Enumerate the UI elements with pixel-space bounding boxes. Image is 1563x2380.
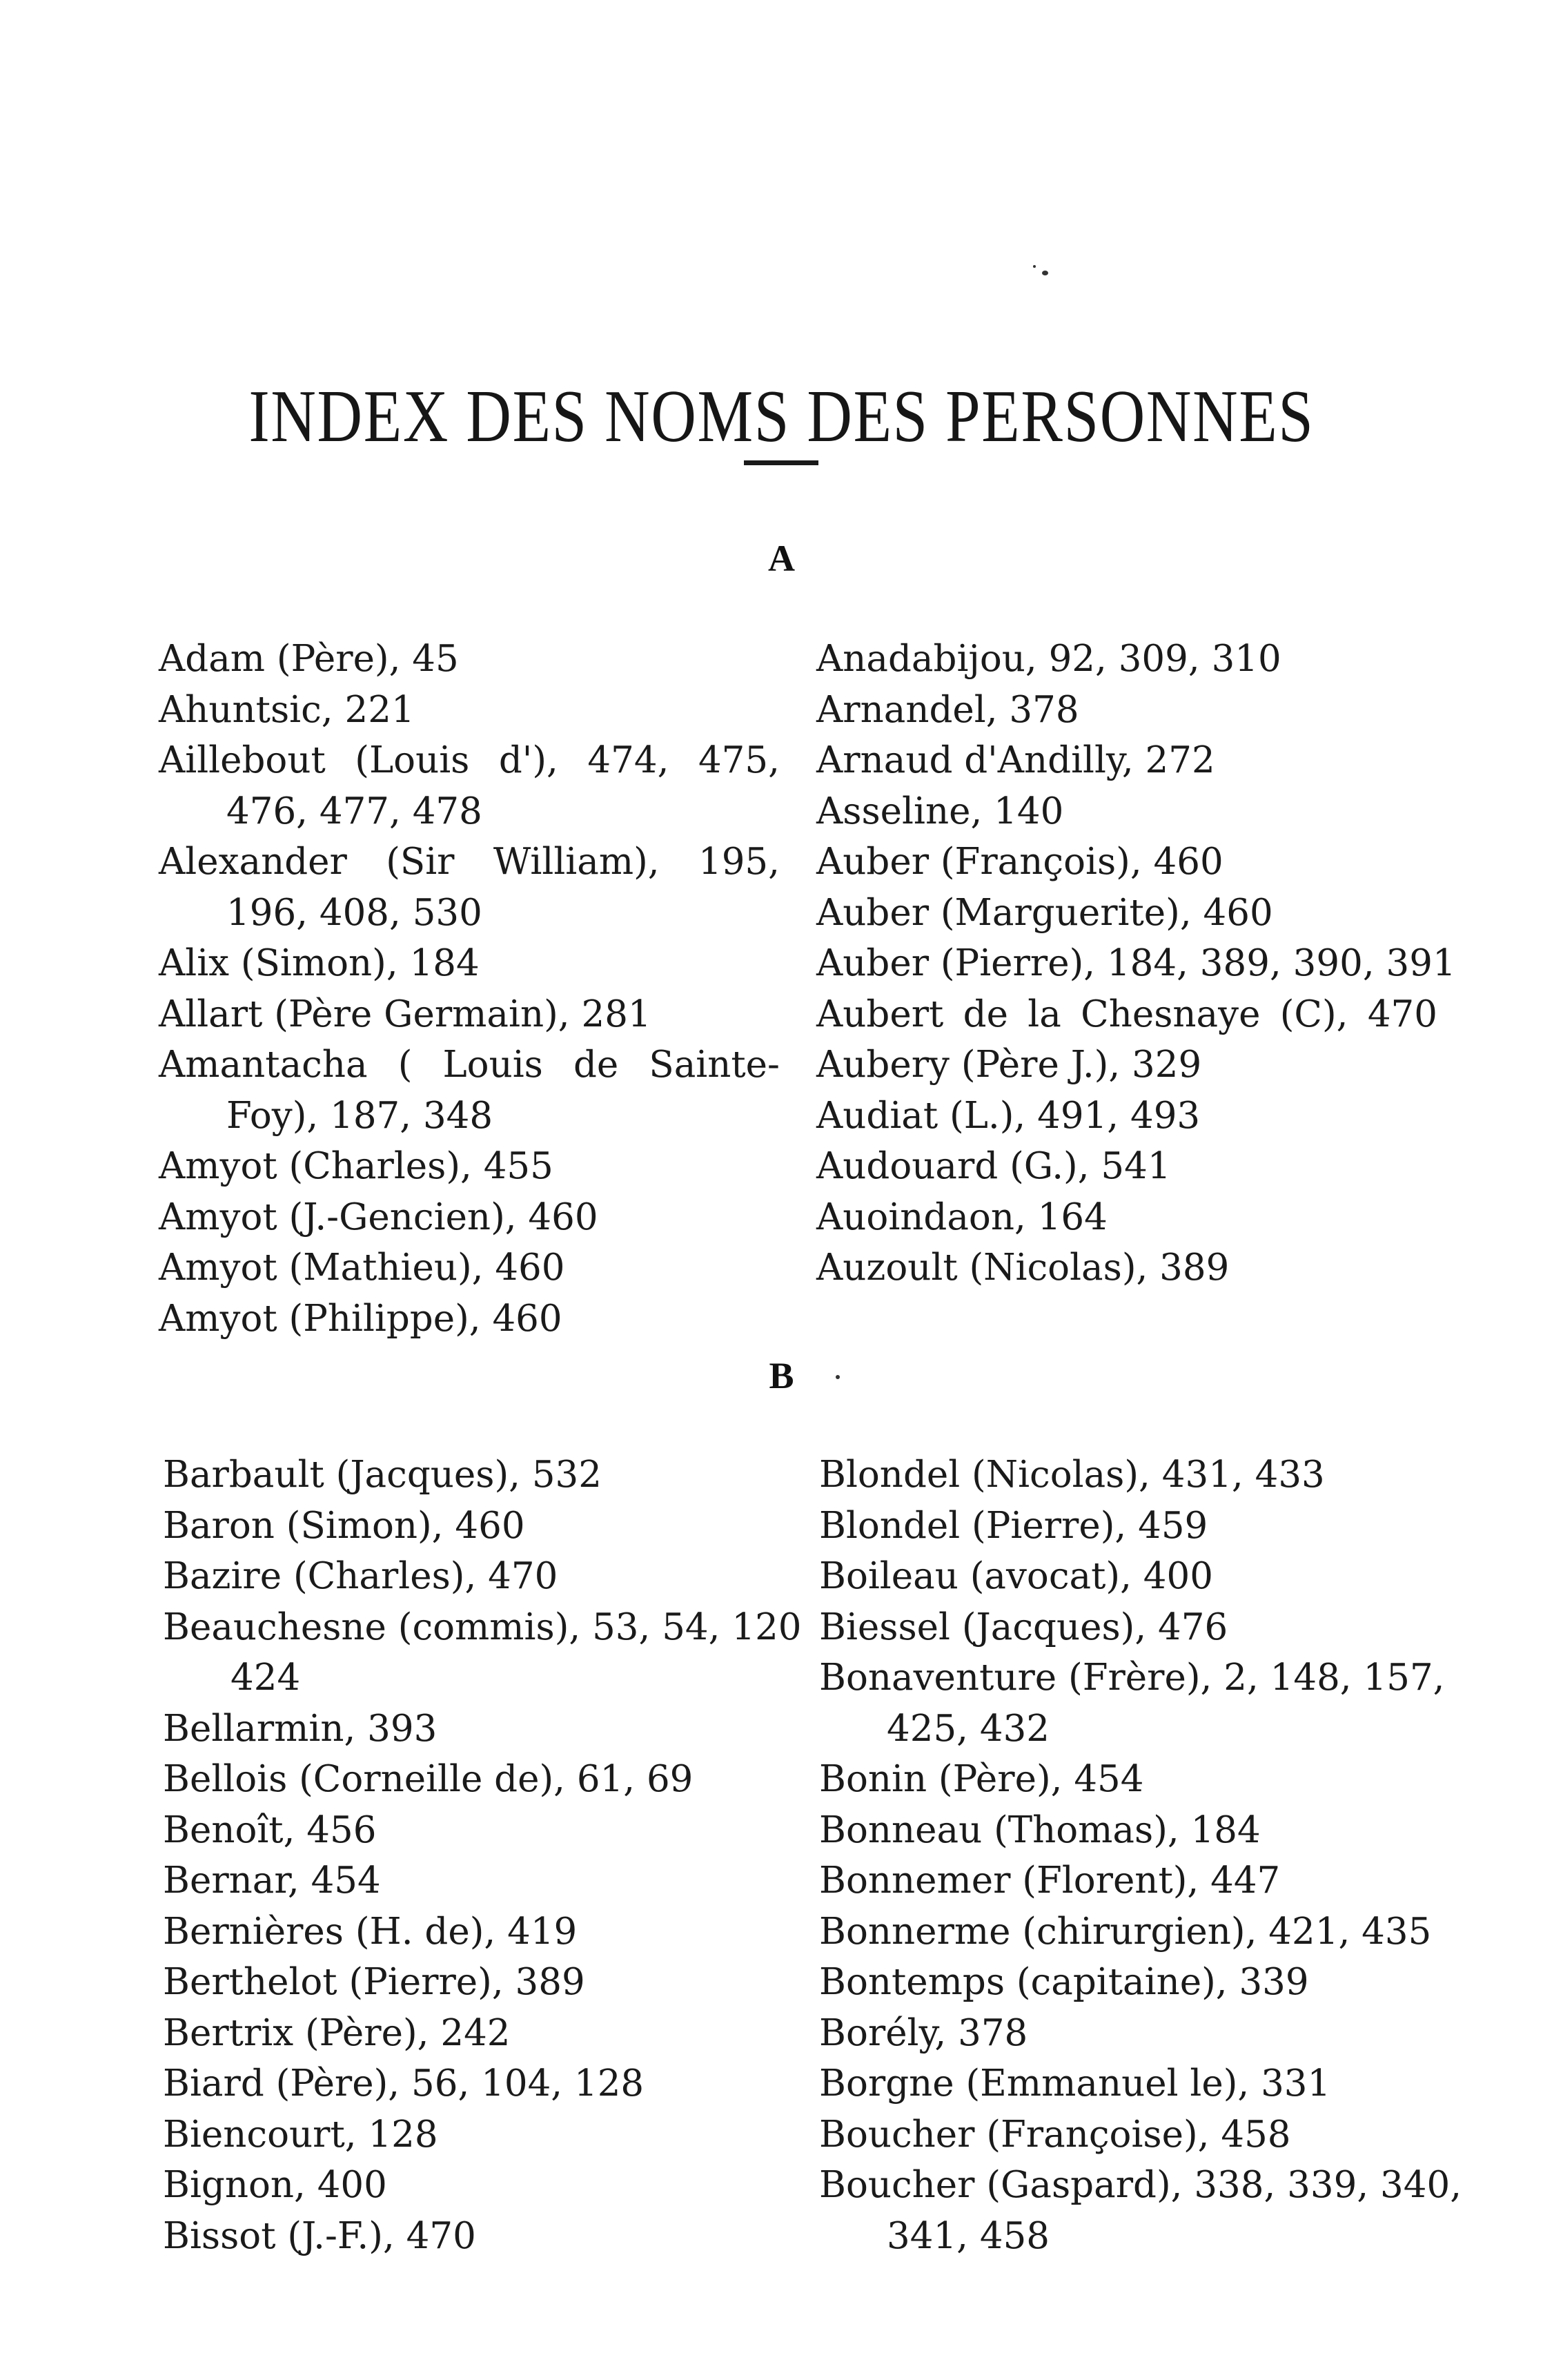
ink-speck (1042, 271, 1048, 275)
index-entry: Biard (Père), 56, 104, 128 (163, 2062, 645, 2105)
index-entry: Bernières (H. de), 419 (163, 1911, 578, 1953)
index-entry: Borély, 378 (819, 2012, 1028, 2054)
index-entry: Bonneau (Thomas), 184 (819, 1809, 1261, 1851)
index-entry (159, 841, 780, 883)
index-entry: Biessel (Jacques), 476 (819, 1606, 1228, 1648)
entry-word: Sainte- (649, 1044, 780, 1086)
index-entry: Auoindaon, 164 (816, 1196, 1108, 1238)
index-entry: Amyot (Philippe), 460 (159, 1298, 562, 1340)
index-entry: Boucher (Gaspard), 338, 339, 340, (819, 2164, 1462, 2206)
entry-word: 195, (698, 841, 780, 883)
index-entry (816, 994, 1437, 1035)
page-title: INDEX DES NOMS DES PERSONNES (248, 375, 1315, 458)
index-entry: Arnaud d'Andilly, 272 (816, 739, 1215, 781)
entry-word: (C), (1279, 993, 1348, 1035)
entry-word: 470 (1367, 993, 1437, 1035)
index-entry: Auzoult (Nicolas), 389 (816, 1247, 1230, 1289)
index-entry (159, 740, 780, 781)
index-entry: Bellarmin, 393 (163, 1708, 438, 1750)
index-entry: Aubery (Père J.), 329 (816, 1044, 1202, 1086)
entry-word: Alexander (159, 841, 347, 883)
index-entry-continuation: 424 (230, 1657, 301, 1699)
entry-word: (Sir (386, 841, 455, 883)
entry-word: la (1028, 993, 1061, 1035)
index-entry: Auber (Marguerite), 460 (816, 892, 1273, 934)
index-entry-continuation: 196, 408, 530 (226, 892, 482, 934)
index-entry: Amyot (J.-Gencien), 460 (159, 1196, 598, 1238)
entry-word: 474, (587, 739, 669, 781)
index-entry: Beauchesne (commis), 53, 54, 120 (163, 1606, 802, 1648)
index-entry: Borgne (Emmanuel le), 331 (819, 2062, 1331, 2105)
index-entry: Ahuntsic, 221 (159, 689, 415, 731)
index-entry: Bonnemer (Florent), 447 (819, 1860, 1281, 1902)
entry-word: d'), (498, 739, 558, 781)
ink-speck (1033, 265, 1036, 268)
index-entry: Boucher (Françoise), 458 (819, 2114, 1291, 2156)
index-entry: Blondel (Pierre), 459 (819, 1505, 1208, 1547)
entry-word: ( (397, 1044, 413, 1086)
section-letter: B (769, 1355, 794, 1396)
index-entry: Arnandel, 378 (816, 689, 1079, 731)
index-entry: Amyot (Charles), 455 (159, 1145, 553, 1187)
index-entry: Auber (François), 460 (816, 841, 1223, 883)
index-entry: Audiat (L.), 491, 493 (816, 1095, 1201, 1137)
index-entry: Baron (Simon), 460 (163, 1505, 525, 1547)
section-letter: A (768, 538, 795, 579)
index-entry: Barbault (Jacques), 532 (163, 1454, 602, 1496)
index-entry: Bonaventure (Frère), 2, 148, 157, (819, 1657, 1445, 1699)
index-entry: Bonin (Père), 454 (819, 1758, 1144, 1800)
index-entry: Bellois (Corneille de), 61, 69 (163, 1758, 694, 1800)
index-entry: Bernar, 454 (163, 1860, 381, 1902)
index-entry: Anadabijou, 92, 309, 310 (816, 638, 1281, 680)
index-entry: Bonnerme (chirurgien), 421, 435 (819, 1911, 1432, 1953)
index-entry: Bazire (Charles), 470 (163, 1555, 558, 1597)
index-entry: Asseline, 140 (816, 790, 1064, 832)
index-entry (159, 1044, 780, 1086)
index-entry-continuation: Foy), 187, 348 (226, 1095, 493, 1137)
index-entry: Benoît, 456 (163, 1809, 377, 1851)
index-entry: Bertrix (Père), 242 (163, 2012, 511, 2054)
entry-word: Amantacha (159, 1044, 368, 1086)
index-entry: Amyot (Mathieu), 460 (159, 1247, 565, 1289)
entry-word: de (963, 993, 1008, 1035)
entry-word: Louis (442, 1044, 543, 1086)
index-entry: Blondel (Nicolas), 431, 433 (819, 1454, 1325, 1496)
entry-word: Chesnaye (1081, 993, 1261, 1035)
entry-word: Aubert (816, 993, 944, 1035)
index-entry-continuation: 425, 432 (887, 1708, 1050, 1750)
index-entry: Alix (Simon), 184 (159, 942, 480, 984)
index-entry: Bissot (J.-F.), 470 (163, 2215, 476, 2257)
index-entry: Biencourt, 128 (163, 2114, 438, 2156)
entry-word: de (573, 1044, 619, 1086)
index-entry-continuation: 341, 458 (887, 2215, 1050, 2257)
index-entry: Berthelot (Pierre), 389 (163, 1961, 585, 2003)
entry-word: William), (493, 841, 660, 883)
index-entry: Auber (Pierre), 184, 389, 390, 391 (816, 942, 1456, 984)
index-entry: Adam (Père), 45 (159, 638, 459, 680)
title-rule (744, 460, 818, 465)
entry-word: Aillebout (159, 739, 326, 781)
index-entry-continuation: 476, 477, 478 (226, 790, 482, 832)
entry-word: (Louis (355, 739, 470, 781)
index-entry: Allart (Père Germain), 281 (159, 993, 651, 1035)
index-entry: Boileau (avocat), 400 (819, 1555, 1213, 1597)
index-entry: Bontemps (capitaine), 339 (819, 1961, 1309, 2003)
entry-word: 475, (698, 739, 780, 781)
index-entry: Bignon, 400 (163, 2164, 387, 2206)
index-entry: Audouard (G.), 541 (816, 1145, 1171, 1187)
